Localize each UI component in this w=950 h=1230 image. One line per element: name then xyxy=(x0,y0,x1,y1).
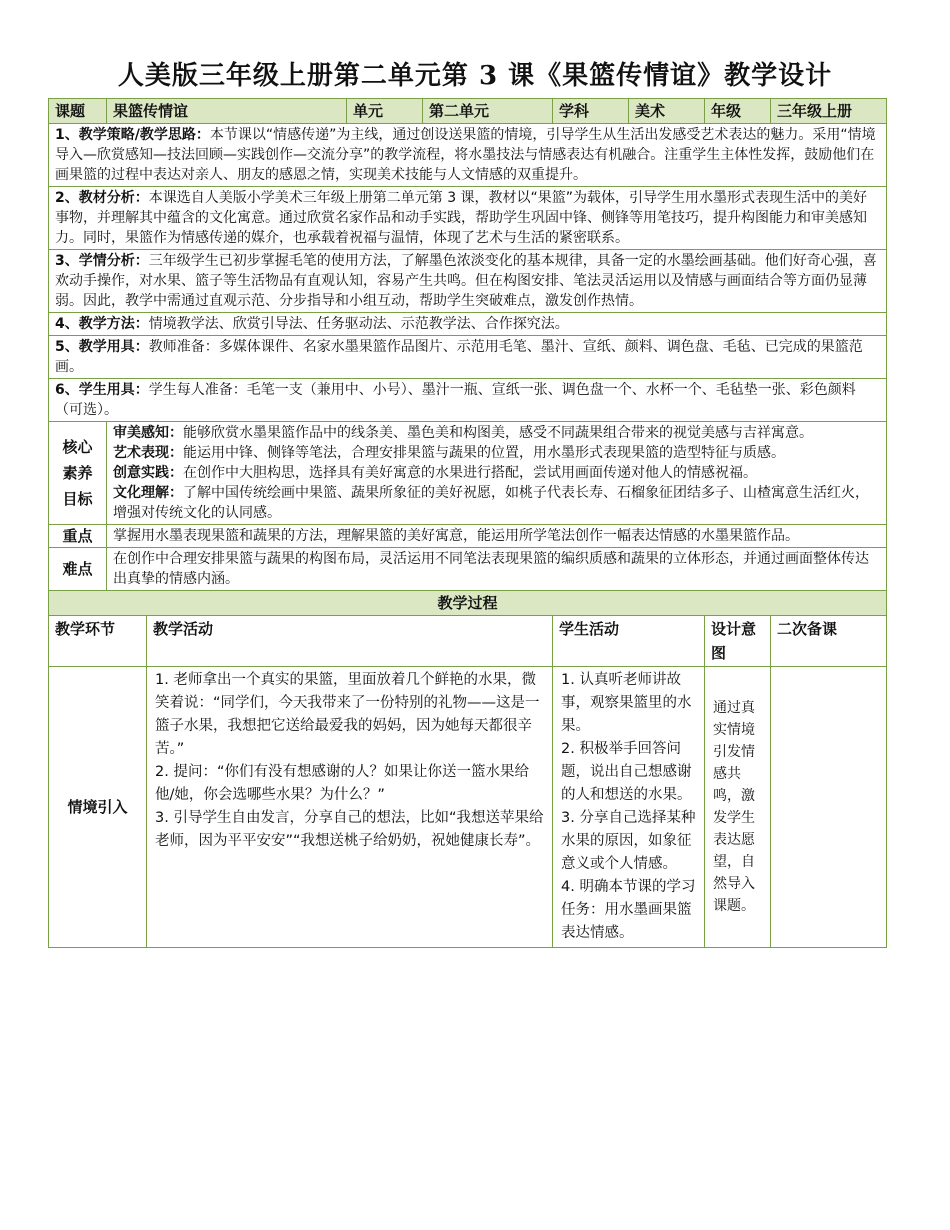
section-label: 4、教学方法： xyxy=(55,316,149,332)
student-step: 1. 认真听老师讲故事，观察果篮里的水果。 xyxy=(561,672,692,734)
section-row xyxy=(49,124,887,187)
student-step: 3. 分享自己选择某种水果的原因，如象征意义或个人情感。 xyxy=(561,810,696,872)
design-intent: 通过真实情境引发情感共鸣，激发学生表达愿望，自然导入课题。 xyxy=(705,667,771,948)
section-row xyxy=(49,379,887,422)
section-row xyxy=(49,336,887,379)
grade-label: 年级 xyxy=(705,99,771,124)
goal-text: 在创作中大胆构思，选择具有美好寓意的水果进行搭配，尝试用画面传递对他人的情感祝福。 xyxy=(183,465,757,481)
section-students xyxy=(49,250,887,313)
section-strategy xyxy=(49,124,887,187)
teacher-step: 2. 提问：“你们有没有想感谢的人？如果让你送一篮水果给他/她，你会选哪些水果？为什么？” xyxy=(155,764,529,803)
goal-expression xyxy=(113,443,880,463)
section-label: 2、教材分析： xyxy=(55,190,149,206)
unit-label: 单元 xyxy=(347,99,423,124)
student-activity xyxy=(553,667,705,948)
unit-value: 第二单元 xyxy=(423,99,553,124)
section-text: 教师准备：多媒体课件、名家水墨果篮作品图片、示范用毛笔、墨汁、宣纸、颜料、调色盘、毛毡、已完成的果篮范画。 xyxy=(55,339,863,375)
section-student-tools xyxy=(49,379,887,422)
teacher-step: 3. 引导学生自由发言，分享自己的想法，比如“我想送苹果给老师，因为平平安安”“我想送桃子给奶奶，祝她健康长寿”。 xyxy=(155,810,544,849)
section-text: 本节课以“情感传递”为主线，通过创设送果篮的情境，引导学生从生活出发感受艺术表达的魅力。采用“情境导入—欣赏感知—技法回顾—实践创作—交流分享”的教学流程，将水墨技法与情感表达有机融合。注重学生主体性发挥，鼓励他们在画果篮的过程中表达对亲人、朋友的感恩之情，实现美术技能与人文情感的双重提升。 xyxy=(55,127,876,183)
grade-value: 三年级上册 xyxy=(771,99,887,124)
difficulty-row xyxy=(49,548,887,591)
goal-aesthetic xyxy=(113,423,880,443)
process-title: 教学过程 xyxy=(49,591,887,616)
col-student-activity: 学生活动 xyxy=(553,616,705,667)
stage-name: 情境引入 xyxy=(49,667,147,948)
section-label: 1、教学策略/教学思路： xyxy=(55,127,210,143)
header-row xyxy=(49,99,887,124)
page-title: 人美版三年级上册第二单元第 3 课《果篮传情谊》教学设计 xyxy=(117,61,833,91)
goal-text: 能够欣赏水墨果篮作品中的线条美、墨色美和构图美，感受不同蔬果组合带来的视觉美感与吉祥寓意。 xyxy=(183,425,813,441)
goal-text: 能运用中锋、侧锋等笔法，合理安排果篮与蔬果的位置，用水墨形式表现果篮的造型特征与质感。 xyxy=(183,445,785,461)
section-label: 3、学情分析： xyxy=(55,253,149,269)
lesson-plan-table xyxy=(48,98,887,948)
section-material xyxy=(49,187,887,250)
subject-label: 学科 xyxy=(553,99,629,124)
section-teacher-tools xyxy=(49,336,887,379)
student-step: 2. 积极举手回答问题，说出自己想感谢的人和想送的水果。 xyxy=(561,741,692,803)
col-stage: 教学环节 xyxy=(49,616,147,667)
section-text: 学生每人准备：毛笔一支（兼用中、小号）、墨汁一瓶、宣纸一张、调色盘一个、水杯一个、毛毡垫一张、彩色颜料（可选）。 xyxy=(55,382,856,418)
process-header-row xyxy=(49,616,887,667)
student-step: 4. 明确本节课的学习任务：用水墨画果篮表达情感。 xyxy=(561,879,696,941)
section-row xyxy=(49,250,887,313)
topic-label: 课题 xyxy=(49,99,107,124)
second-prep xyxy=(771,667,887,948)
key-point-text: 掌握用水墨表现果篮和蔬果的方法，理解果篮的美好寓意，能运用所学笔法创作一幅表达情感的水墨果篮作品。 xyxy=(107,525,887,548)
section-label: 5、教学用具： xyxy=(55,339,149,355)
goal-label: 创意实践： xyxy=(113,465,183,481)
key-point-label: 重点 xyxy=(49,525,107,548)
section-row xyxy=(49,313,887,336)
goal-label: 艺术表现： xyxy=(113,445,183,461)
section-text: 三年级学生已初步掌握毛笔的使用方法，了解墨色浓淡变化的基本规律，具备一定的水墨绘画基础。他们好奇心强，喜欢动手操作，对水果、篮子等生活物品有直观认知，容易产生共鸣。但在构图安排、笔法灵活运用以及情感与画面结合等方面仍显薄弱。因此，教学中需通过直观示范、分步指导和小组互动，帮助学生突破难点，激发创作热情。 xyxy=(55,253,877,309)
section-text: 情境教学法、欣赏引导法、任务驱动法、示范教学法、合作探究法。 xyxy=(148,316,569,332)
difficulty-label: 难点 xyxy=(49,548,107,591)
process-row xyxy=(49,667,887,948)
teacher-step: 1. 老师拿出一个真实的果篮，里面放着几个鲜艳的水果，微笑着说：“同学们，今天我带来了一份特别的礼物——这是一篮子水果，我想把它送给最爱我的妈妈，因为她每天都很辛苦。” xyxy=(155,672,540,757)
process-title-row xyxy=(49,591,887,616)
col-design-intent: 设计意图 xyxy=(705,616,771,667)
difficulty-text: 在创作中合理安排果篮与蔬果的构图布局，灵活运用不同笔法表现果篮的编织质感和蔬果的立体形态，并通过画面整体传达出真挚的情感内涵。 xyxy=(107,548,887,591)
key-point-row xyxy=(49,525,887,548)
goal-label: 审美感知： xyxy=(113,425,183,441)
core-goals-content xyxy=(107,422,887,525)
section-row xyxy=(49,187,887,250)
topic-value: 果篮传情谊 xyxy=(107,99,347,124)
goal-text: 了解中国传统绘画中果篮、蔬果所象征的美好祝愿，如桃子代表长寿、石榴象征团结多子、山楂寓意生活红火，增强对传统文化的认同感。 xyxy=(113,485,869,521)
section-label: 6、学生用具： xyxy=(55,382,149,398)
core-goals-row xyxy=(49,422,887,525)
goal-label: 文化理解： xyxy=(113,485,183,501)
goal-culture xyxy=(113,483,880,523)
teacher-activity xyxy=(147,667,553,948)
core-goals-label: 核心素养目标 xyxy=(49,422,107,525)
col-second-prep: 二次备课 xyxy=(771,616,887,667)
subject-value: 美术 xyxy=(629,99,705,124)
section-text: 本课选自人美版小学美术三年级上册第二单元第 3 课，教材以“果篮”为载体，引导学生用水墨形式表现生活中的美好事物，并理解其中蕴含的文化寓意。通过欣赏名家作品和动手实践，帮助学生巩固中锋、侧锋等用笔技巧，提升构图能力和审美感知力。同时，果篮作为情感传递的媒介，也承载着祝福与温情，体现了艺术与生活的紧密联系。 xyxy=(55,190,868,246)
goal-creative xyxy=(113,463,880,483)
section-methods xyxy=(49,313,887,336)
col-teacher-activity: 教学活动 xyxy=(147,616,553,667)
